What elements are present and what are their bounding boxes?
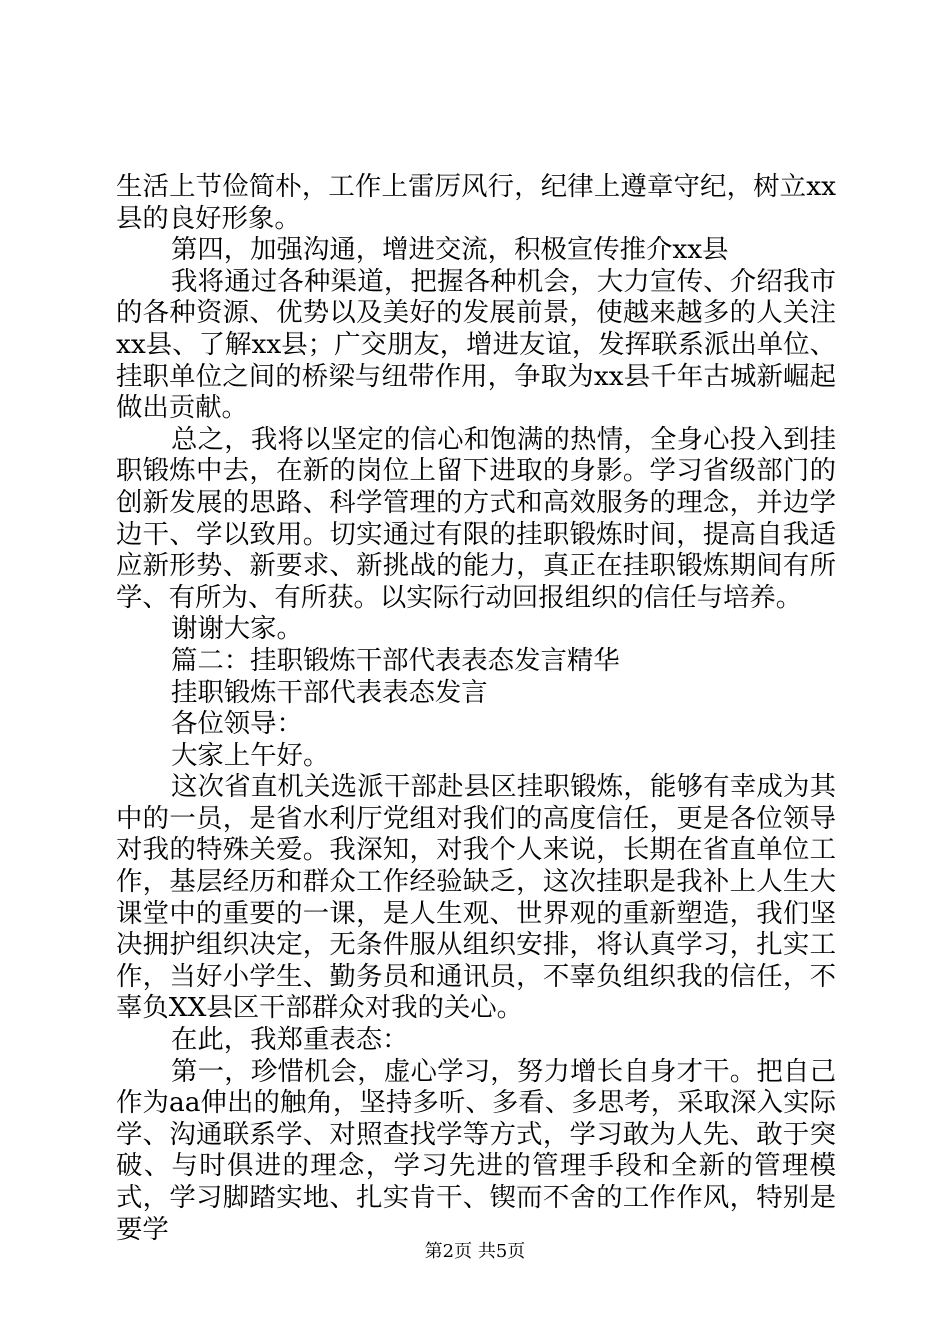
speech-title: 挂职锻炼干部代表表态发言: [171, 676, 488, 708]
paragraph-12: 第一，珍惜机会，虚心学习，努力增长自身才干。把自己作为aa伸出的触角，坚持多听、多看、多思考，采取深入实际学、沟通联系学、对照查找学等方式，学习敢为人先、敢于突破、与时俱进的理念，学习先进的管理手段和全新的管理模式，学习脚踏实地、扎实肯干、锲而不舍的工作作风，特别是要学: [116, 1055, 836, 1245]
paragraph-3: 我将通过各种渠道，把握各种机会，大力宣传、介绍我市的各种资源、优势以及美好的发展前景，使越来越多的人关注xx县、了解xx县；广交朋友，增进友谊，发挥联系派出单位、挂职单位之间的桥梁与纽带作用，争取为xx县千年古城新崛起做出贡献。: [116, 265, 836, 424]
paragraph-4: 总之，我将以坚定的信心和饱满的热情，全身心投入到挂职锻炼中去，在新的岗位上留下进取的身影。学习省级部门的创新发展的思路、科学管理的方式和高效服务的理念，并边学边干、学以致用。切实通过有限的挂职锻炼时间，提高自我适应新形势、新要求、新挑战的能力，真正在挂职锻炼期间有所学、有所为、有所获。以实际行动回报组织的信任与培养。: [116, 423, 836, 613]
paragraph-1: 生活上节俭简朴，工作上雷厉风行，纪律上遵章守纪，树立xx县的良好形象。: [116, 171, 836, 234]
paragraph-10: 这次省直机关选派干部赴县区挂职锻炼，能够有幸成为其中的一员，是省水利厅党组对我们的高度信任，更是各位领导对我的特殊关爱。我深知，对我个人来说，长期在省直单位工作，基层经历和群众工作经验缺乏，这次挂职是我补上人生大课堂中的重要的一课，是人生观、世界观的重新塑造，我们坚决拥护组织决定，无条件服从组织安排，将认真学习，扎实工作，当好小学生、勤务员和通讯员，不辜负组织我的信任，不辜负XX县区干部群众对我的关心。: [116, 771, 836, 1024]
document-body: [116, 171, 836, 1245]
paragraph-11: 在此，我郑重表态：: [171, 1024, 409, 1056]
greeting: 大家上午好。: [171, 739, 330, 771]
paragraph-2: 第四，加强沟通，增进交流，积极宣传推介xx县: [171, 234, 729, 266]
paragraph-5: 谢谢大家。: [171, 613, 303, 645]
section-heading: 篇二：挂职锻炼干部代表表态发言精华: [171, 644, 620, 676]
salutation: 各位领导：: [171, 708, 303, 740]
page-footer: 第2页 共5页: [424, 1241, 526, 1262]
